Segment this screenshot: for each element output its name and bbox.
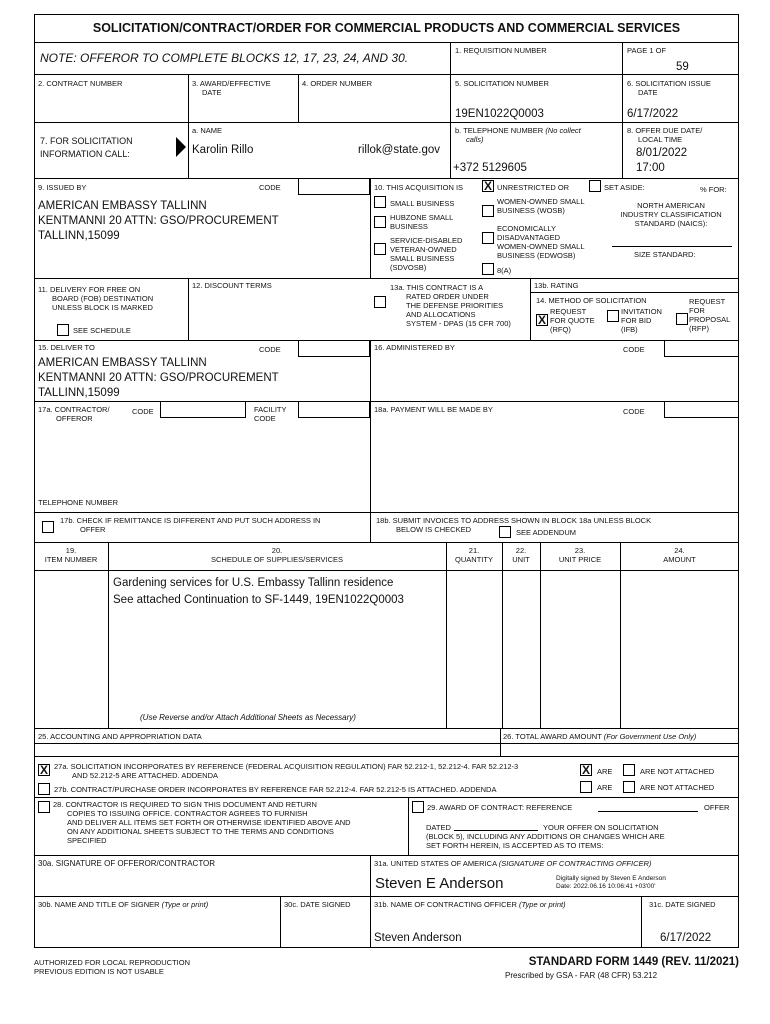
contractor-label: 17a. CONTRACTOR/ <box>38 405 110 414</box>
discount-terms-label: 12. DISCOUNT TERMS <box>192 281 272 290</box>
signer-name-note: (Type or print) <box>161 900 209 909</box>
telephone-label-note: (No collect <box>545 126 581 135</box>
offer-due-label-2: LOCAL TIME <box>638 135 683 144</box>
schedule-header <box>108 546 446 564</box>
divider <box>370 855 371 948</box>
see-addendum-checkbox[interactable] <box>499 526 511 538</box>
ifb-line-3: (IFB) <box>621 325 638 334</box>
ifb-checkbox[interactable] <box>607 310 619 322</box>
delivery-fob-line-2: BOARD (FOB) DESTINATION <box>52 294 154 303</box>
col24-num: 24. <box>674 546 685 555</box>
hubzone-line-1: HUBZONE SMALL <box>390 213 454 222</box>
signer-name-text: 30b. NAME AND TITLE OF SIGNER <box>38 900 160 909</box>
footer-left-line-1: AUTHORIZED FOR LOCAL REPRODUCTION <box>34 958 190 967</box>
deliver-to-line-3: TALLINN,15099 <box>38 387 120 399</box>
eight-a-label: 8(A) <box>497 266 512 275</box>
27a-are-checkbox[interactable]: X <box>581 763 590 777</box>
contact-email-value: rillok@state.gov <box>358 144 440 156</box>
order-number-label: 4. ORDER NUMBER <box>302 79 373 88</box>
contractor-code-field[interactable] <box>160 401 246 418</box>
digital-sig-line-1: Digitally signed by Steven E Anderson <box>556 875 666 882</box>
telephone-label-note-2: calls) <box>466 135 484 144</box>
offer-due-date: 8/01/2022 <box>636 147 688 159</box>
col23-text: UNIT PRICE <box>558 555 602 564</box>
b28-line-1: 28. CONTRACTOR IS REQUIRED TO SIGN THIS DOCUMENT AND RETURN <box>53 800 317 809</box>
rfq-line-3: (RFQ) <box>550 325 571 334</box>
delivery-fob-line-3: UNLESS BLOCK IS MARKED <box>52 303 153 312</box>
total-award-label <box>503 732 696 741</box>
contract-number-label: 2. CONTRACT NUMBER <box>38 79 123 88</box>
col19-num: 19. <box>65 546 77 555</box>
reference-underline <box>598 811 698 812</box>
see-addendum-label: SEE ADDENDUM <box>516 528 577 537</box>
rfp-label <box>689 297 730 333</box>
payment-code-label: CODE <box>623 407 645 416</box>
sdvosb-line-1: SERVICE-DISABLED <box>390 236 463 245</box>
issue-date-value: 6/17/2022 <box>627 108 679 120</box>
page-of-label: PAGE 1 OF <box>627 46 667 55</box>
divider <box>530 278 531 340</box>
remittance-checkbox[interactable] <box>42 521 54 533</box>
deliver-to-label: 15. DELIVER TO <box>38 343 95 352</box>
award-date-label-2: DATE <box>202 88 222 97</box>
col22-text: UNIT <box>512 555 530 564</box>
for-solicitation-label: 7. FOR SOLICITATION <box>40 136 133 146</box>
officer-label-note: (Type or print) <box>519 900 566 909</box>
col21-num: 21. <box>468 546 480 555</box>
deliver-to-line-1: AMERICAN EMBASSY TALLINN <box>38 357 207 369</box>
issued-by-line-3: TALLINN,15099 <box>38 230 120 242</box>
divider <box>622 74 623 178</box>
unrestricted-label: UNRESTRICTED OR <box>497 183 570 192</box>
schedule-line-1: Gardening services for U.S. Embassy Tallinn residence <box>113 577 394 589</box>
divider <box>34 570 739 571</box>
solicitation-number-label: 5. SOLICITATION NUMBER <box>455 79 549 88</box>
set-aside-checkbox[interactable] <box>589 180 601 192</box>
27b-are-not-checkbox[interactable] <box>623 781 635 793</box>
rfp-line-4: (RFP) <box>689 324 709 333</box>
dated-label: DATED <box>426 823 451 832</box>
sdvosb-line-3: SMALL BUSINESS <box>390 254 455 263</box>
27a-are-label: ARE <box>597 767 613 776</box>
issued-by-code-field[interactable] <box>298 178 370 195</box>
naics-line-3: STANDARD (NAICS): <box>634 219 708 228</box>
administered-code-label: CODE <box>623 345 645 354</box>
footer-left <box>34 958 190 976</box>
telephone-label <box>455 126 581 135</box>
sdvosb-label <box>390 236 462 272</box>
submit-invoices-line-1: 18b. SUBMIT INVOICES TO ADDRESS SHOWN IN BLOCK 18a UNLESS BLOCK <box>376 516 652 525</box>
divider <box>530 292 739 293</box>
hubzone-label <box>390 213 453 231</box>
your-offer-label: YOUR OFFER ON SOLICITATION <box>543 823 659 832</box>
total-award-note: (For Government Use Only) <box>603 732 697 741</box>
naics-label <box>606 201 736 228</box>
edwosb-line-3: WOMEN-OWNED SMALL <box>497 242 585 251</box>
administered-code-field[interactable] <box>664 340 739 357</box>
issued-by-line-1: AMERICAN EMBASSY TALLINN <box>38 200 207 212</box>
divider <box>34 542 739 543</box>
page-total: 59 <box>676 61 689 73</box>
col24-text: AMOUNT <box>663 555 696 564</box>
27a-are-not-label: ARE NOT ATTACHED <box>640 767 715 776</box>
rfp-line-1: REQUEST <box>689 297 726 306</box>
sdvosb-checkbox[interactable] <box>374 243 386 255</box>
telephone-label-text: b. TELEPHONE NUMBER <box>455 126 544 135</box>
divider <box>450 74 451 178</box>
contractor-sign-checkbox[interactable] <box>38 801 50 813</box>
b28-line-2: COPIES TO ISSUING OFFICE. CONTRACTOR AGREES TO FURNISH <box>67 809 308 818</box>
facility-label: FACILITY <box>254 405 287 414</box>
divider <box>34 896 739 897</box>
telephone-number-label: TELEPHONE NUMBER <box>38 498 119 507</box>
sdvosb-line-4: (SDVOSB) <box>390 263 427 272</box>
method-label: 14. METHOD OF SOLICITATION <box>536 296 647 305</box>
divider <box>34 401 739 402</box>
rfq-checkbox[interactable]: X <box>537 313 546 327</box>
size-standard-label: SIZE STANDARD: <box>634 250 696 259</box>
issue-date-label-2: DATE <box>638 88 658 97</box>
usa-signature-label <box>374 859 651 868</box>
ifb-label <box>621 307 662 334</box>
col19-text: ITEM NUMBER <box>44 555 98 564</box>
eight-a-checkbox[interactable] <box>482 263 494 275</box>
rfq-label <box>550 307 595 334</box>
clause-27a-line-2: AND 52.212-5 ARE ATTACHED. ADDENDA <box>72 771 219 780</box>
27b-are-label: ARE <box>597 783 613 792</box>
wosb-checkbox[interactable] <box>482 205 494 217</box>
digital-sig-line-2: Date: 2022.06.16 10:06:41 +03'00' <box>556 883 656 890</box>
telephone-value: +372 5129605 <box>453 162 527 174</box>
divider <box>34 756 739 757</box>
dpas-line-3: THE DEFENSE PRIORITIES <box>406 301 504 310</box>
naics-line-1: NORTH AMERICAN <box>637 201 705 210</box>
amount-header <box>620 546 739 564</box>
item-number-header <box>34 546 108 564</box>
col20-text: SCHEDULE OF SUPPLIES/SERVICES <box>211 555 343 564</box>
delivery-fob-label <box>38 285 153 312</box>
b28-line-5: SPECIFIED <box>67 836 107 845</box>
schedule-line-2: See attached Continuation to SF-1449, 19EN1022Q0003 <box>113 594 404 606</box>
small-business-label: SMALL BUSINESS <box>390 199 455 208</box>
see-schedule-label: SEE SCHEDULE <box>73 326 131 335</box>
divider <box>500 728 501 756</box>
divider <box>622 42 623 74</box>
dpas-line-1: 13a. THIS CONTRACT IS A <box>390 283 484 292</box>
footer-left-line-2: PREVIOUS EDITION IS NOT USABLE <box>34 967 164 976</box>
col22-num: 22. <box>515 546 527 555</box>
divider <box>34 340 739 341</box>
deliver-to-code-field[interactable] <box>298 340 370 357</box>
submit-invoices-label <box>376 516 651 534</box>
contractor-label-2: OFFEROR <box>56 414 93 423</box>
dpas-line-5: SYSTEM - DPAS (15 CFR 700) <box>406 319 511 328</box>
edwosb-line-1: ECONOMICALLY <box>497 224 557 233</box>
usa-label-text: 31a. UNITED STATES OF AMERICA <box>374 859 497 868</box>
divider <box>34 512 739 513</box>
sdvosb-line-2: VETERAN-OWNED <box>390 245 457 254</box>
contracting-officer-name: Steven Anderson <box>374 932 462 944</box>
27a-are-not-checkbox[interactable] <box>623 764 635 776</box>
issued-by-line-2: KENTMANNI 20 ATTN: GSO/PROCUREMENT <box>38 215 279 227</box>
arrow-icon <box>176 137 186 157</box>
divider <box>370 340 371 512</box>
officer-date-label: 31c. DATE SIGNED <box>649 900 716 909</box>
dpas-checkbox[interactable] <box>374 296 386 308</box>
b28-line-3: AND DELIVER ALL ITEMS SET FORTH OR OTHERWISE IDENTIFIED ABOVE AND <box>67 818 351 827</box>
signer-name-label <box>38 900 208 909</box>
divider <box>34 855 739 856</box>
col21-text: QUANTITY <box>455 555 493 564</box>
rfp-line-3: PROPOSAL <box>689 315 731 324</box>
set-aside-label: SET ASIDE: <box>604 183 645 192</box>
b28-line-4: ON ANY ADDITIONAL SHEETS SUBJECT TO THE TERMS AND CONDITIONS <box>67 827 334 836</box>
administered-by-label: 16. ADMINISTERED BY <box>374 343 455 352</box>
issued-by-code-label: CODE <box>259 183 281 192</box>
award-contract-checkbox[interactable] <box>412 801 424 813</box>
divider <box>370 178 371 278</box>
edwosb-checkbox[interactable] <box>482 232 494 244</box>
rfq-line-2: FOR QUOTE <box>550 316 595 325</box>
deliver-to-code-label: CODE <box>259 345 281 354</box>
rfp-line-2: FOR <box>689 306 705 315</box>
remittance-line-1: 17b. CHECK IF REMITTANCE IS DIFFERENT AND PUT SUCH ADDRESS IN <box>60 516 321 525</box>
officer-label-text: 31b. NAME OF CONTRACTING OFFICER <box>374 900 517 909</box>
footer-prescribed: Prescribed by GSA - FAR (48 CFR) 53.212 <box>505 971 658 980</box>
naics-line-2: INDUSTRY CLASSIFICATION <box>620 210 722 219</box>
clause-27a-label <box>54 762 518 780</box>
ifb-line-2: FOR BID <box>621 316 652 325</box>
edwosb-line-2: DISADVANTAGED <box>497 233 561 242</box>
divider <box>188 74 189 178</box>
27b-are-not-label: ARE NOT ATTACHED <box>640 783 715 792</box>
digital-signature <box>556 875 666 891</box>
unit-price-header <box>540 546 620 564</box>
remittance-label <box>60 516 320 534</box>
award-line-2: SET FORTH HEREIN, IS ACCEPTED AS TO ITEMS: <box>426 841 604 850</box>
hubzone-line-2: BUSINESS <box>390 222 428 231</box>
for-solicitation-label-2: INFORMATION CALL: <box>40 149 130 159</box>
award-line-1: (BLOCK 5), INCLUDING ANY ADDITIONS OR CHANGES WHICH ARE <box>426 832 665 841</box>
date-signed-label: 30c. DATE SIGNED <box>284 900 351 909</box>
divider <box>34 743 739 744</box>
solicitation-number-value: 19EN1022Q0003 <box>455 108 544 120</box>
divider <box>34 42 739 43</box>
clause-27b-label: 27b. CONTRACT/PURCHASE ORDER INCORPORATES BY REFERENCE FAR 52.212-4. FAR 52.212-5 IS ATTACHED. ADDENDA <box>54 785 497 794</box>
payment-by-label: 18a. PAYMENT WILL BE MADE BY <box>374 405 493 414</box>
col23-num: 23. <box>574 546 586 555</box>
dpas-line-2: RATED ORDER UNDER <box>406 292 489 301</box>
hubzone-checkbox[interactable] <box>374 216 386 228</box>
contact-name-value: Karolin Rillo <box>192 144 254 156</box>
offeror-signature-label: 30a. SIGNATURE OF OFFEROR/CONTRACTOR <box>38 859 216 868</box>
naics-underline <box>612 246 732 247</box>
divider <box>408 797 409 855</box>
facility-code-field[interactable] <box>298 401 370 418</box>
percent-for-label: % FOR: <box>700 185 727 194</box>
divider <box>34 178 739 179</box>
quantity-header <box>446 546 502 564</box>
footer-form-number: STANDARD FORM 1449 (REV. 11/2021) <box>528 956 739 968</box>
clause-27a-line-1: 27a. SOLICITATION INCORPORATES BY REFERENCE (FEDERAL ACQUISITION REGULATION) FAR 52.212-1, 52.212-4. FAR 52.212-3 <box>54 762 519 771</box>
payment-code-field[interactable] <box>664 401 739 418</box>
form-title: SOLICITATION/CONTRACT/ORDER FOR COMMERCIAL PRODUCTS AND COMMERCIAL SERVICES <box>92 21 681 35</box>
divider <box>34 278 739 279</box>
deliver-to-line-2: KENTMANNI 20 ATTN: GSO/PROCUREMENT <box>38 372 279 384</box>
27b-are-checkbox[interactable] <box>580 781 592 793</box>
contracting-officer-label <box>374 900 566 909</box>
remittance-line-2: OFFER <box>80 525 106 534</box>
wosb-label <box>497 197 585 215</box>
officer-date-value: 6/17/2022 <box>660 932 712 944</box>
divider <box>34 797 739 798</box>
divider <box>34 728 739 729</box>
divider <box>298 74 299 122</box>
small-business-checkbox[interactable] <box>374 196 386 208</box>
divider <box>34 74 739 75</box>
facility-label-2: CODE <box>254 414 276 423</box>
rating-label: 13b. RATING <box>534 281 579 290</box>
see-schedule-checkbox[interactable] <box>57 324 69 336</box>
divider <box>188 278 189 340</box>
offer-due-time: 17:00 <box>636 162 665 174</box>
award-date-label: 3. AWARD/EFFECTIVE <box>192 79 271 88</box>
divider <box>370 512 371 542</box>
award-contract-label: 29. AWARD OF CONTRACT: REFERENCE <box>427 803 573 812</box>
offer-due-label: 8. OFFER DUE DATE/ <box>627 126 703 135</box>
divider <box>641 896 642 948</box>
divider <box>450 42 451 74</box>
requisition-number-label: 1. REQUISITION NUMBER <box>455 46 547 55</box>
unit-header <box>502 546 540 564</box>
dpas-label <box>390 283 511 328</box>
note-text: NOTE: OFFEROR TO COMPLETE BLOCKS 12, 17, 23, 24, AND 30. <box>40 51 409 65</box>
use-reverse-note: (Use Reverse and/or Attach Additional Sheets as Necessary) <box>140 713 356 722</box>
divider <box>34 122 739 123</box>
total-award-text: 26. TOTAL AWARD AMOUNT <box>503 732 602 741</box>
wosb-line-2: BUSINESS (WOSB) <box>497 206 565 215</box>
signature-name: Steven E Anderson <box>375 875 504 892</box>
contact-name-label: a. NAME <box>192 126 223 135</box>
wosb-line-1: WOMEN-OWNED SMALL <box>497 197 585 206</box>
edwosb-line-4: BUSINESS (EDWOSB) <box>497 251 576 260</box>
divider <box>280 896 281 948</box>
contractor-code-label: CODE <box>132 407 154 416</box>
issue-date-label: 6. SOLICITATION ISSUE <box>627 79 711 88</box>
acquisition-label: 10. THIS ACQUISITION IS <box>374 183 464 192</box>
dpas-line-4: AND ALLOCATIONS <box>406 310 476 319</box>
usa-label-note: (SIGNATURE OF CONTRACTING OFFICER) <box>498 859 652 868</box>
issued-by-label: 9. ISSUED BY <box>38 183 87 192</box>
edwosb-label <box>497 224 585 260</box>
delivery-fob-line-1: 11. DELIVERY FOR FREE ON <box>38 285 141 294</box>
col20-num: 20. <box>271 546 283 555</box>
clause-27a-checkbox[interactable]: X <box>39 763 48 777</box>
contractor-sign-label <box>53 800 351 845</box>
accounting-label: 25. ACCOUNTING AND APPROPRIATION DATA <box>38 732 202 741</box>
rfq-line-1: REQUEST <box>550 307 587 316</box>
offer-label: OFFER <box>704 803 730 812</box>
submit-invoices-line-2: BELOW IS CHECKED <box>396 525 472 534</box>
clause-27b-checkbox[interactable] <box>38 783 50 795</box>
ifb-line-1: INVITATION <box>621 307 662 316</box>
unrestricted-checkbox[interactable]: X <box>483 179 492 193</box>
rfp-checkbox[interactable] <box>676 313 688 325</box>
dated-underline <box>454 830 538 831</box>
